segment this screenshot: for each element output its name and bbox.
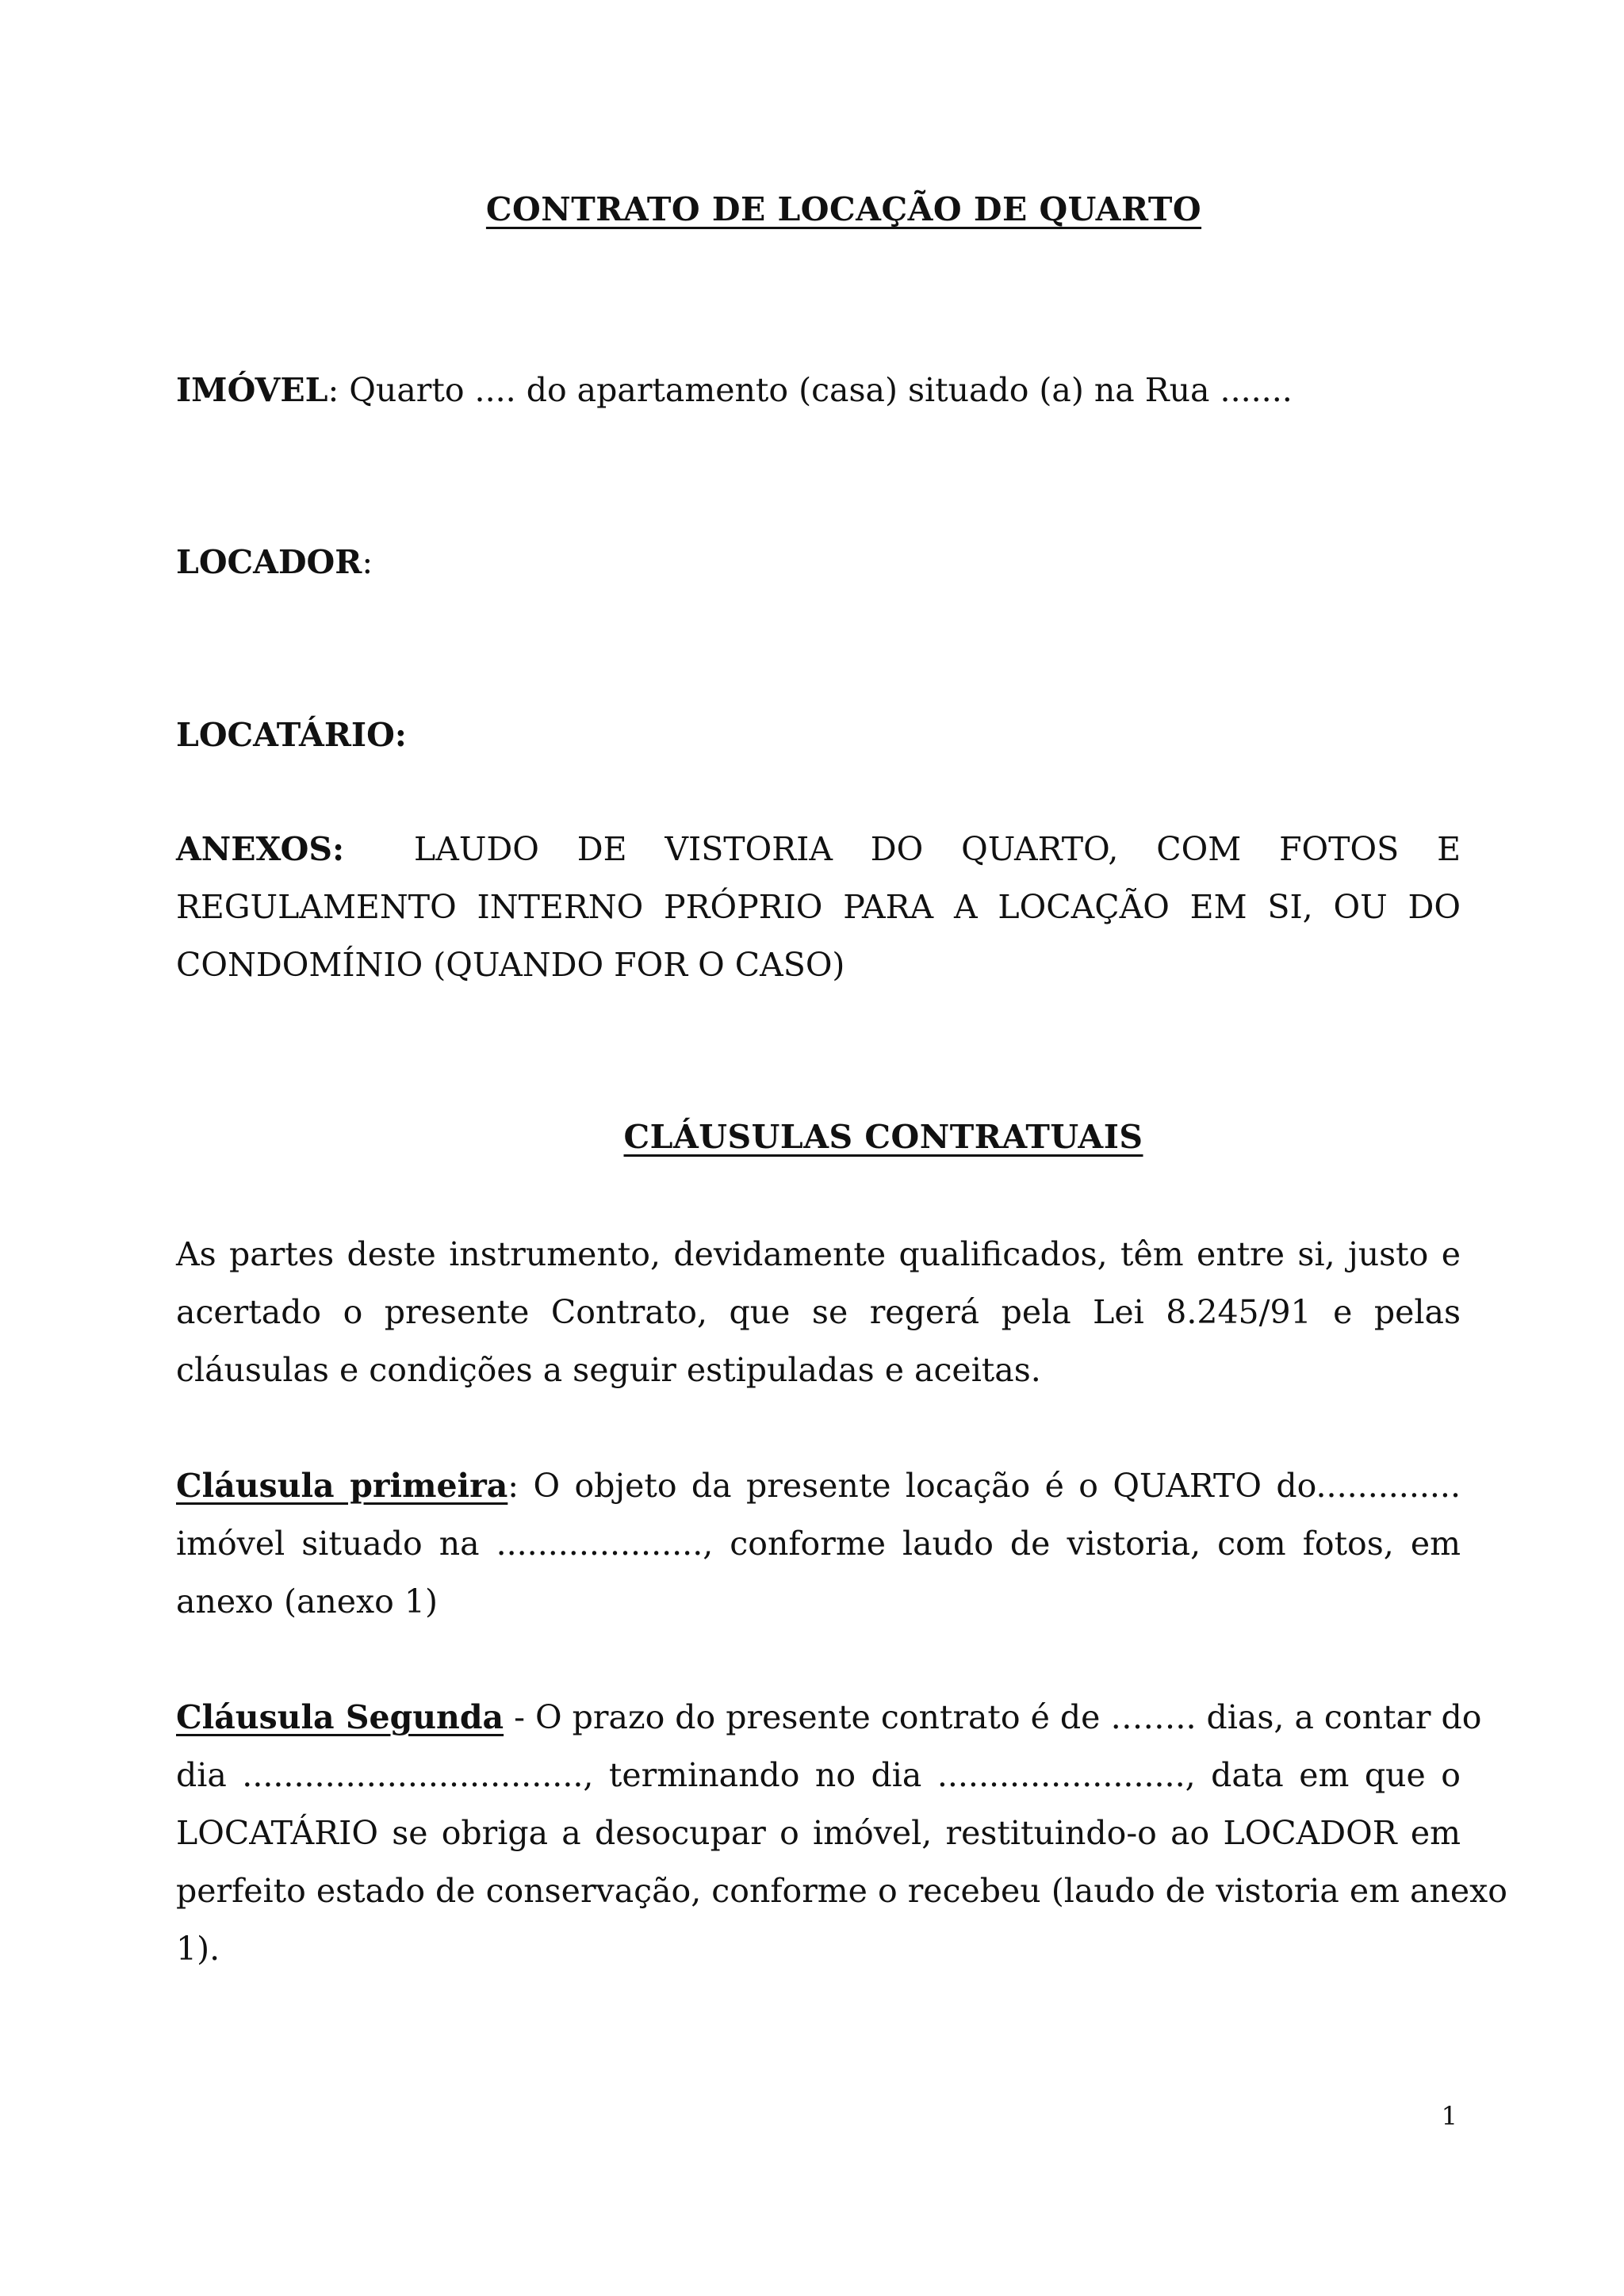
locatario-label: LOCATÁRIO: (176, 716, 407, 754)
clausula-primeira-line-1 (176, 1457, 1461, 1515)
clausula-primeira-line-3: anexo (anexo 1) (176, 1582, 438, 1621)
anexos-line-2: REGULAMENTO INTERNO PRÓPRIO PARA A LOCAÇÃO EM SI, OU DO (176, 888, 1461, 926)
clausula-primeira-label: Cláusula primeira (176, 1467, 508, 1505)
clausula-segunda-line-5: 1). (176, 1930, 220, 1968)
imovel-label: IMÓVEL (176, 371, 328, 409)
clausula-primeira-line-2: imóvel situado na ...................., conforme laudo de vistoria, com fotos, em (176, 1525, 1461, 1563)
locador-field (176, 533, 373, 591)
preambulo-line-2: acertado o presente Contrato, que se regerá pela Lei 8.245/91 e pelas (176, 1293, 1461, 1331)
imovel-value: : Quarto .... do apartamento (casa) situado (a) na Rua ....... (327, 371, 1293, 409)
preambulo-paragraph (176, 1226, 1461, 1399)
clausula-segunda-line1-rest: - O prazo do presente contrato é de …….. dias, a contar do (504, 1698, 1482, 1736)
preambulo-line-3: cláusulas e condições a seguir estipuladas e aceitas. (176, 1351, 1041, 1389)
locador-value: : (362, 543, 373, 581)
anexos-line-3: CONDOMÍNIO (QUANDO FOR O CASO) (176, 946, 845, 984)
clausula-primeira-line1-rest: : O objeto da presente locação é o QUARTO do.............. (508, 1467, 1461, 1505)
preambulo-line-1: As partes deste instrumento, devidamente qualificados, têm entre si, justo e (176, 1235, 1461, 1273)
document-title: CONTRATO DE LOCAÇÃO DE QUARTO (485, 190, 1202, 228)
clausula-segunda-label: Cláusula Segunda (176, 1698, 504, 1736)
anexos-line-1 (176, 821, 1461, 878)
anexos-block (176, 821, 1461, 994)
clausula-segunda-line-4: perfeito estado de conservação, conforme o recebeu (laudo de vistoria em anexo (176, 1872, 1507, 1910)
clausula-primeira-paragraph (176, 1457, 1461, 1631)
clausula-segunda-line-3: LOCATÁRIO se obriga a desocupar o imóvel, restituindo-o ao LOCADOR em (176, 1814, 1461, 1852)
clausula-segunda-line-1 (176, 1689, 1482, 1747)
clausula-segunda-paragraph (176, 1689, 1507, 1978)
locador-label: LOCADOR (176, 543, 362, 581)
clausula-segunda-line-2: dia ................................., terminando no dia ........................, data em que o (176, 1756, 1461, 1794)
page-number: 1 (1441, 2101, 1457, 2131)
clausulas-title: CLÁUSULAS CONTRATUAIS (623, 1118, 1143, 1156)
anexos-text-1: LAUDO DE VISTORIA DO QUARTO, COM FOTOS E (414, 830, 1461, 868)
locatario-field (176, 706, 407, 764)
imovel-field (176, 361, 1293, 419)
anexos-label: ANEXOS: (176, 830, 345, 868)
